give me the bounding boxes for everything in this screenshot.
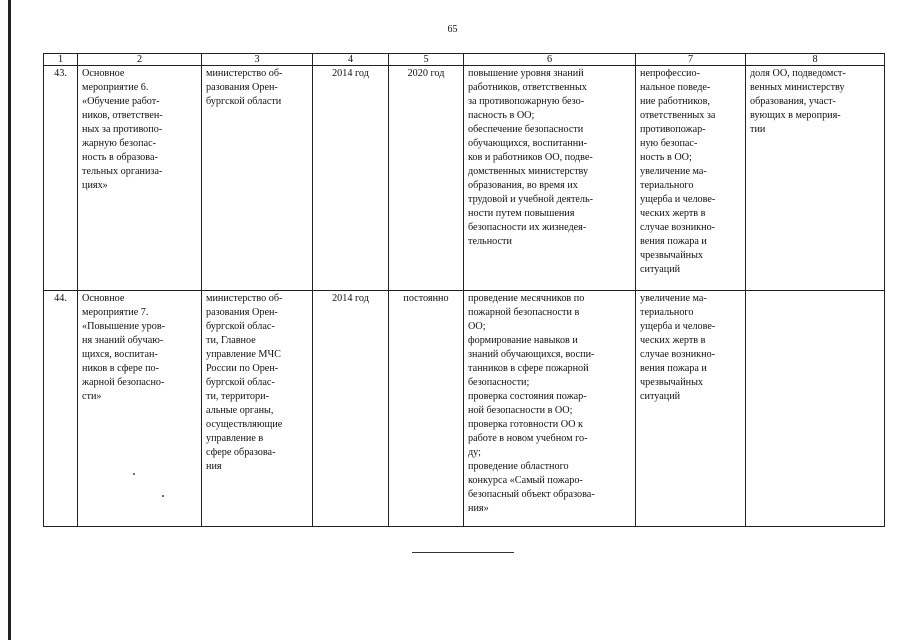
header-col-5: 5 [389, 54, 464, 66]
measures-table [43, 53, 885, 527]
scan-speck [133, 473, 135, 475]
executor-cell: министерство об- разования Орен- бургской облас- ти, Главное управление МЧС России по Орен- бургской облас- ти, территори- альные органы, осуществляющие управление в сфере образова- ния [202, 291, 313, 527]
footer-divider-line [412, 552, 514, 553]
start-year-cell: 2014 год [313, 66, 389, 291]
page-number: 65 [447, 24, 458, 35]
scan-speck [162, 495, 164, 497]
activity-cell: Основное мероприятие 6. «Обучение работ- ников, ответствен- ных за противопо- жарную безопас- ность в образова- тельных организа- циях» [78, 66, 202, 291]
start-year-cell: 2014 год [313, 291, 389, 527]
table-row [44, 291, 885, 527]
scan-margin-line [8, 0, 11, 640]
header-col-8: 8 [746, 54, 885, 66]
indicator-cell [746, 291, 885, 527]
indicator-cell: доля ОО, подведомст- венных министерству образования, участ- вующих в мероприя- тии [746, 66, 885, 291]
header-col-2: 2 [78, 54, 202, 66]
header-row [44, 54, 885, 66]
row-number: 44. [44, 291, 78, 527]
header-col-6: 6 [464, 54, 636, 66]
table-row [44, 66, 885, 291]
end-year-cell: 2020 год [389, 66, 464, 291]
end-year-cell: постоянно [389, 291, 464, 527]
activity-cell: Основное мероприятие 7. «Повышение уров- ня знаний обучаю- щихся, воспитан- ников в сфере по- жарной безопасно- сти» [78, 291, 202, 527]
row-number: 43. [44, 66, 78, 291]
consequences-cell: непрофессио- нальное поведе- ние работников, ответственных за противопожар- ную безопас- ность в ОО; увеличение ма- териального ущерба и челове- ческих жертв в случае возникно- вения пожара и чрезвычайных ситуаций [636, 66, 746, 291]
consequences-cell: увеличение ма- териального ущерба и челове- ческих жертв в случае возникно- вения пожара и чрезвычайных ситуаций [636, 291, 746, 527]
header-col-1: 1 [44, 54, 78, 66]
expected-result-cell: проведение месячников по пожарной безопасности в ОО; формирование навыков и знаний обучающихся, воспи- танников в сфере пожарной безопасности; проверка состояния пожар- ной безопасности в ОО; проверка готовности ОО к работе в новом учебном го- ду; проведение областного конкурса «Самый пожаро- безопасный объект образова- ния» [464, 291, 636, 527]
header-col-7: 7 [636, 54, 746, 66]
header-col-3: 3 [202, 54, 313, 66]
header-col-4: 4 [313, 54, 389, 66]
executor-cell: министерство об- разования Орен- бургской области [202, 66, 313, 291]
expected-result-cell: повышение уровня знаний работников, ответственных за противопожарную безо- пасность в ОО; обеспечение безопасности обучающихся, воспитанни- ков и работников ОО, подве- домственных министерству образования, во время их трудовой и учебной деятель- ности путем повышения безопасности их жизнедея- тельности [464, 66, 636, 291]
